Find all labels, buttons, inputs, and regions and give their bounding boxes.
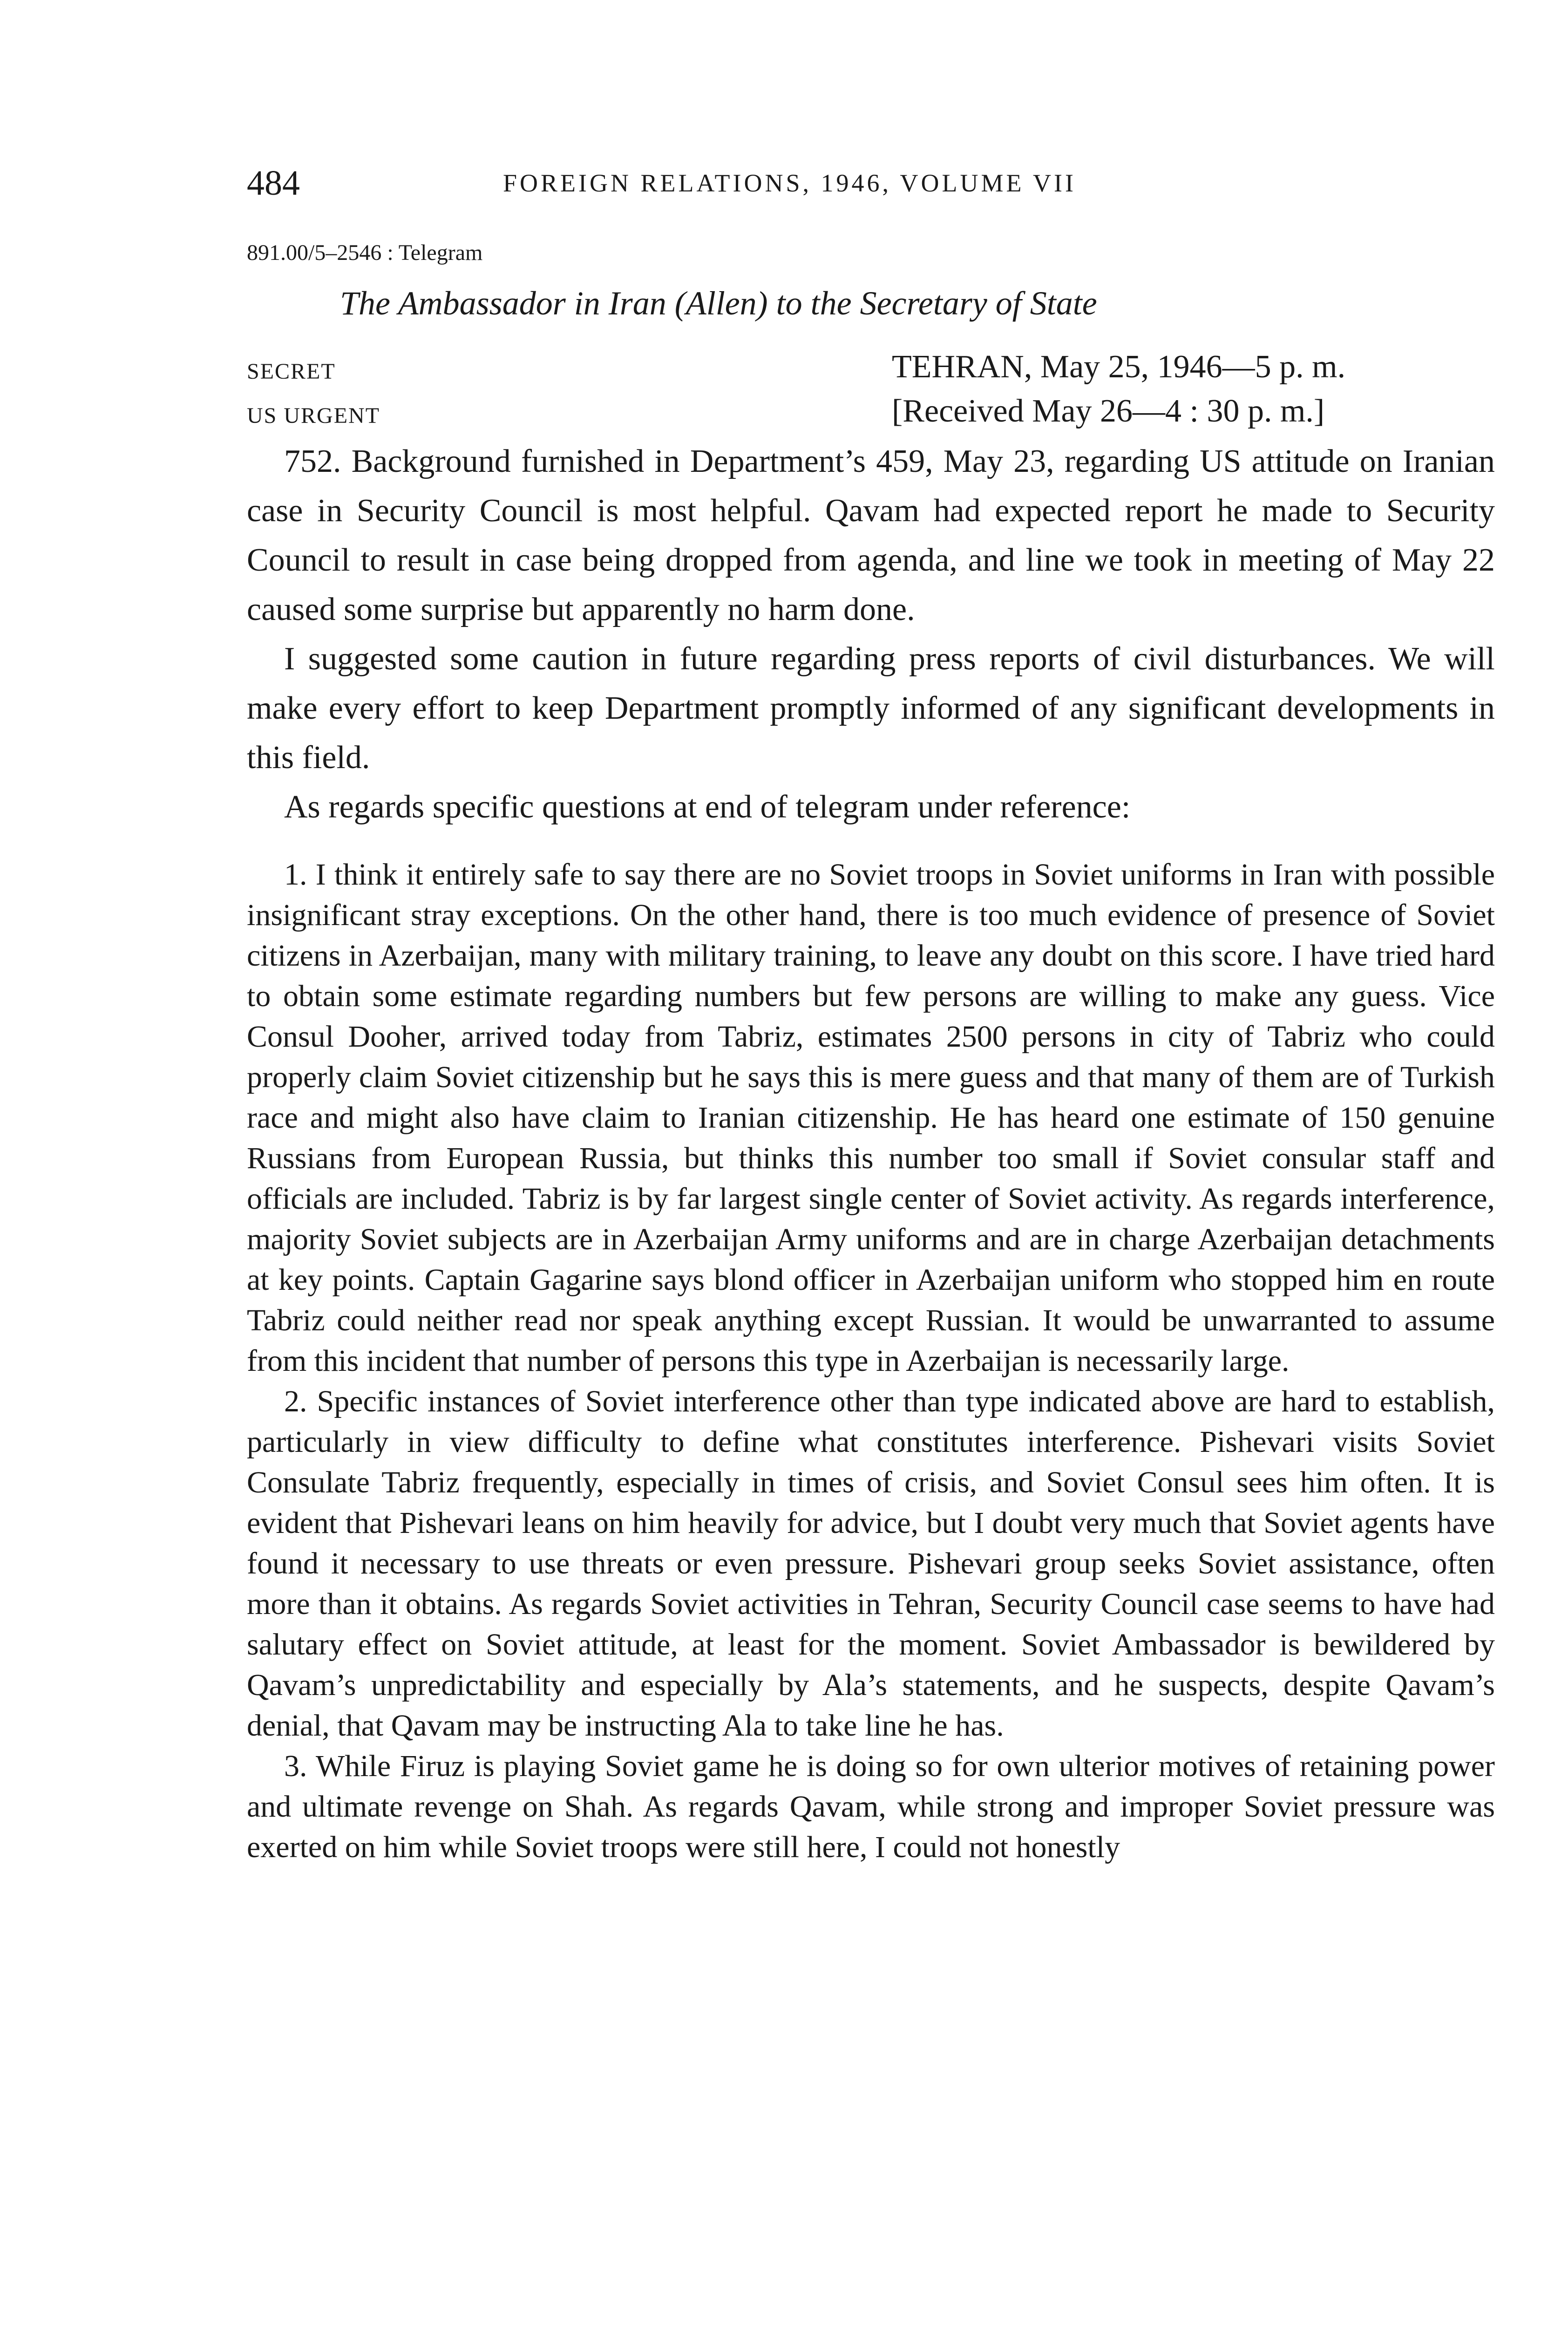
paragraph: 752. Background furnished in Department’s 459, May 23, regarding US attitude on Iranian case in Security Council is most helpful. Qavam had expected report he made to Security Council to result in case being dropped from agenda, and line we took in meeting of May 22 caused some surprise but apparently no harm done. — [247, 443, 1495, 627]
priority-label: US URGENT — [247, 403, 380, 428]
numbered-item: 2. Specific instances of Soviet interference other than type indicated above are hard to establish, particularly in view difficulty to define what constitutes interference. Pishevari visits Soviet Consulate Tabriz frequently, especially in times of crisis, and Soviet Consul sees him often. It is evident that Pishevari leans on him heavily for advice, but I doubt very much that Soviet agents have found it necessary to use threats or even pressure. Pishevari group seeks Soviet assistance, often more than it obtains. As regards Soviet activities in Tehran, Security Council case seems to have had salutary effect on Soviet attitude, at least for the moment. Soviet Ambassador is bewildered by Qavam’s unpredictability and especially by Ala’s statements, and he suspects, despite Qavam’s denial, that Qavam may be instructing Ala to take line he has. — [247, 1384, 1495, 1743]
numbered-items — [247, 854, 1495, 1867]
paragraph: I suggested some caution in future regarding press reports of civil disturbances. We will make every effort to keep Department promptly informed of any significant developments in this field. — [247, 641, 1495, 776]
dateline: TEHRAN, May 25, 1946—5 p. m. — [892, 349, 1346, 385]
file-reference: 891.00/5–2546 : Telegram — [247, 240, 483, 265]
received-line: [Received May 26—4 : 30 p. m.] — [892, 393, 1325, 429]
running-title: FOREIGN RELATIONS, 1946, VOLUME VII — [503, 169, 1076, 197]
telegram-header — [247, 348, 1495, 437]
document-page — [247, 163, 1495, 1867]
document-title: The Ambassador in Iran (Allen) to the Secretary of State — [340, 285, 1097, 322]
running-head — [247, 163, 1495, 214]
classification-label: SECRET — [247, 359, 336, 384]
numbered-item: 1. I think it entirely safe to say there are no Soviet troops in Soviet uniforms in Iran with possible insignificant stray exceptions. On the other hand, there is too much evidence of presence of Soviet citizens in Azerbaijan, many with military training, to leave any doubt on this score. I have tried hard to obtain some estimate regarding numbers but few persons are willing to make any guess. Vice Consul Dooher, arrived today from Tabriz, estimates 2500 persons in city of Tabriz who could properly claim Soviet citizenship but he says this is mere guess and that many of them are of Turkish race and might also have claim to Iranian citizenship. He has heard one estimate of 150 genuine Russians from European Russia, but thinks this number too small if Soviet consular staff and officials are included. Tabriz is by far largest single center of Soviet activity. As regards interference, majority Soviet subjects are in Azerbaijan Army uniforms and are in charge Azerbaijan detachments at key points. Captain Gagarine says blond officer in Azerbaijan uniform who stopped him en route Tabriz could neither read nor speak anything except Russian. It would be unwarranted to assume from this incident that number of persons this type in Azerbaijan is necessarily large. — [247, 858, 1495, 1378]
numbered-item: 3. While Firuz is playing Soviet game he is doing so for own ulterior motives of retaining power and ultimate revenge on Shah. As regards Qavam, while strong and improper Soviet pressure was exerted on him while Soviet troops were still here, I could not honestly — [247, 1749, 1495, 1864]
paragraph: As regards specific questions at end of telegram under reference: — [284, 789, 1131, 825]
page-number: 484 — [247, 163, 300, 203]
